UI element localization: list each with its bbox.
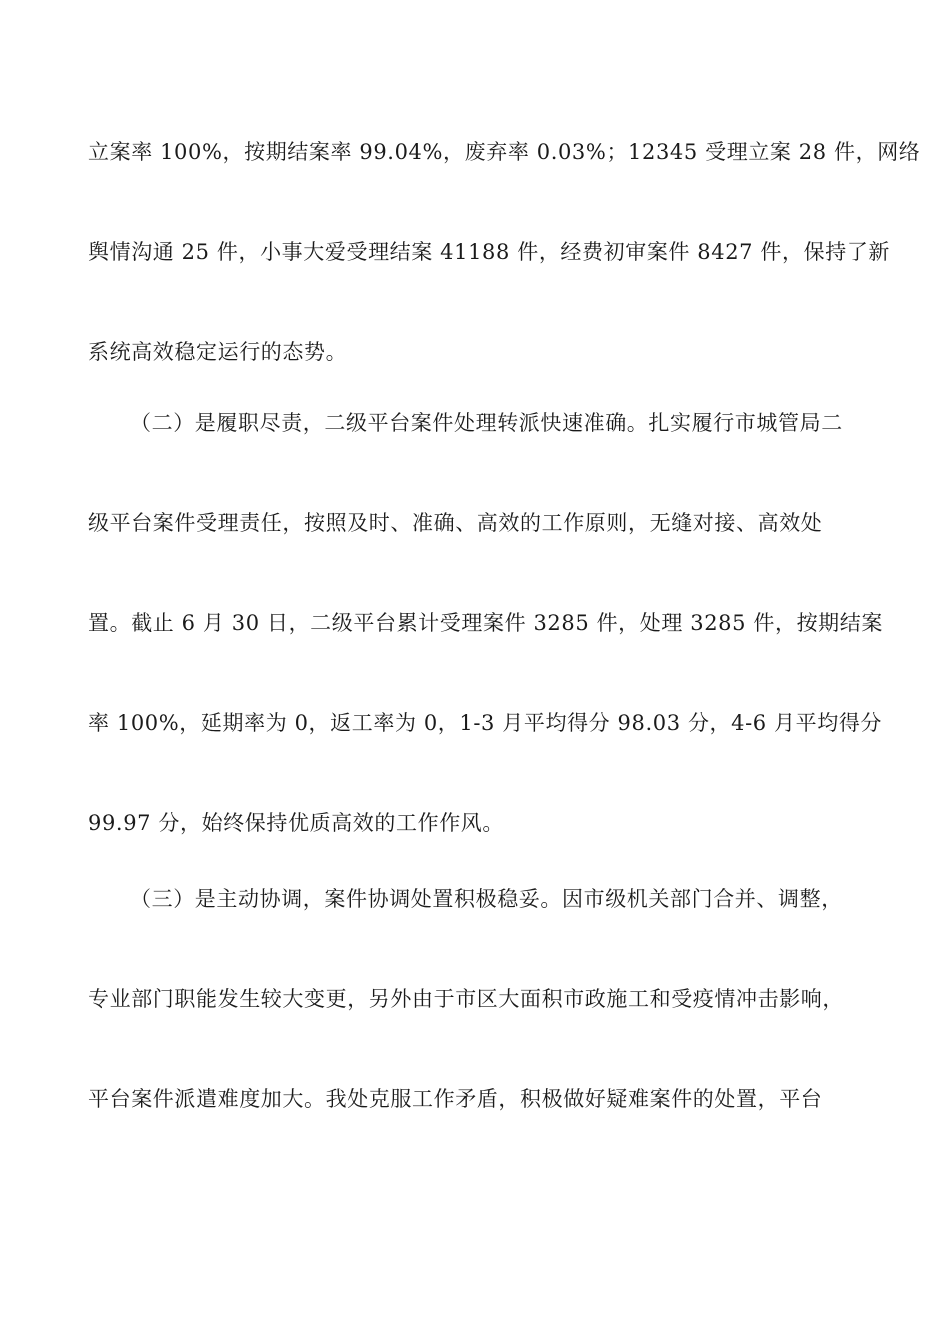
text-line: 立案率 100%，按期结案率 99.04%，废弃率 0.03%；12345 受理立案 28 件，网络	[88, 140, 921, 164]
text-line: 级平台案件受理责任，按照及时、准确、高效的工作原则，无缝对接、高效处	[88, 511, 823, 535]
section-three-heading-line: （三）是主动协调，案件协调处置积极稳妥。因市级机关部门合并、调整，	[130, 887, 843, 911]
text-line: 平台案件派遣难度加大。我处克服工作矛盾，积极做好疑难案件的处置，平台	[88, 1087, 823, 1111]
text-line: 舆情沟通 25 件，小事大爱受理结案 41188 件，经费初审案件 8427 件，保持了新	[88, 240, 891, 264]
text-line: 专业部门职能发生较大变更，另外由于市区大面积市政施工和受疫情冲击影响，	[88, 987, 844, 1011]
text-line: 99.97 分，始终保持优质高效的工作作风。	[88, 811, 504, 835]
text-line: 置。截止 6 月 30 日，二级平台累计受理案件 3285 件，处理 3285 件，按期结案	[88, 611, 883, 635]
section-two-heading-line: （二）是履职尽责，二级平台案件处理转派快速准确。扎实履行市城管局二	[130, 411, 843, 435]
text-line: 率 100%，延期率为 0，返工率为 0，1-3 月平均得分 98.03 分，4-6 月平均得分	[88, 711, 883, 735]
text-line: 系统高效稳定运行的态势。	[88, 340, 348, 364]
